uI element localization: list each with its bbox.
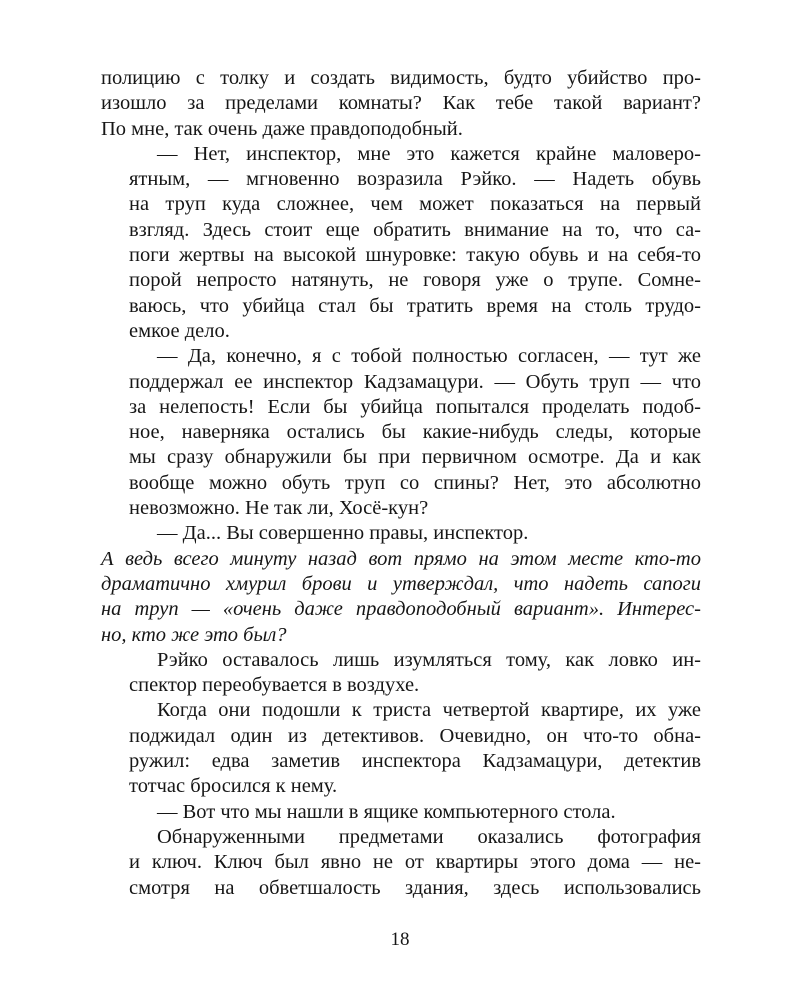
paragraph — [101, 344, 701, 521]
text-line: тотчас бросился к нему. — [129, 775, 338, 798]
text-line: ное, наверняка остались бы какие-нибудь следы, которые — [129, 421, 701, 444]
text-line: ятным, — мгновенно возразила Рэйко. — Надеть обувь — [129, 168, 701, 191]
body-text — [101, 66, 701, 901]
text-line: поги жертвы на высокой шнуровке: такую обувь и на себя-то — [129, 244, 701, 267]
paragraph — [101, 825, 701, 901]
paragraph — [101, 66, 701, 142]
text-line: — Вот что мы нашли в ящике компьютерного стола. — [157, 800, 616, 823]
text-line: взгляд. Здесь стоит еще обратить внимание на то, что са- — [129, 218, 701, 241]
text-line: но, кто же это был? — [101, 623, 287, 646]
text-line: емкое дело. — [129, 319, 230, 342]
paragraph — [101, 521, 701, 546]
text-line: невозможно. Не так ли, Хосё-кун? — [129, 497, 429, 520]
text-line: Обнаруженными предметами оказались фотография — [157, 825, 701, 848]
page-number: 18 — [390, 929, 410, 950]
text-line: и ключ. Ключ был явно не от квартиры этого дома — не- — [129, 851, 701, 874]
paragraph — [101, 800, 701, 825]
text-line: По мне, так очень даже правдоподобный. — [101, 117, 463, 140]
text-line: полицию с толку и создать видимость, будто убийство про- — [101, 67, 701, 89]
text-line: мы сразу обнаружили бы при первичном осмотре. Да и как — [129, 446, 701, 469]
text-line: ваюсь, что убийца стал бы тратить время на столь трудо- — [129, 294, 701, 317]
text-line: смотря на обветшалость здания, здесь использовались — [129, 876, 701, 899]
text-line: поддержал ее инспектор Кадзамацури. — Обуть труп — что — [129, 370, 701, 393]
text-line: на труп — «очень даже правдоподобный вариант». Интерес- — [101, 598, 701, 621]
text-line: на труп куда сложнее, чем может показаться на первый — [129, 193, 701, 216]
italic-paragraph — [101, 547, 701, 648]
paragraph — [101, 142, 701, 344]
text-line: — Нет, инспектор, мне это кажется крайне маловеро- — [157, 142, 701, 165]
paragraph — [101, 698, 701, 799]
text-line: — Да, конечно, я с тобой полностью согласен, — тут же — [157, 345, 701, 368]
text-line: за нелепость! Если бы убийца попытался проделать подоб- — [129, 395, 701, 418]
text-line: Рэйко оставалось лишь изумляться тому, как ловко ин- — [157, 648, 701, 671]
paragraph — [101, 648, 701, 699]
text-line: спектор переобувается в воздухе. — [129, 674, 420, 697]
text-line: ружил: едва заметив инспектора Кадзамацури, детектив — [129, 750, 701, 773]
text-line: изошло за пределами комнаты? Как тебе такой вариант? — [101, 92, 701, 115]
text-line: поджидал один из детективов. Очевидно, он что-то обна- — [129, 724, 701, 747]
text-line: А ведь всего минуту назад вот прямо на этом месте кто-то — [101, 547, 701, 570]
text-line: драматично хмурил брови и утверждал, что надеть сапоги — [101, 572, 701, 595]
text-line: Когда они подошли к триста четвертой квартире, их уже — [157, 699, 701, 722]
text-line: — Да... Вы совершенно правы, инспектор. — [157, 522, 529, 545]
text-line: вообще можно обуть труп со спины? Нет, это абсолютно — [129, 471, 701, 494]
text-line: порой непросто натянуть, не говоря уже о трупе. Сомне- — [129, 269, 701, 292]
